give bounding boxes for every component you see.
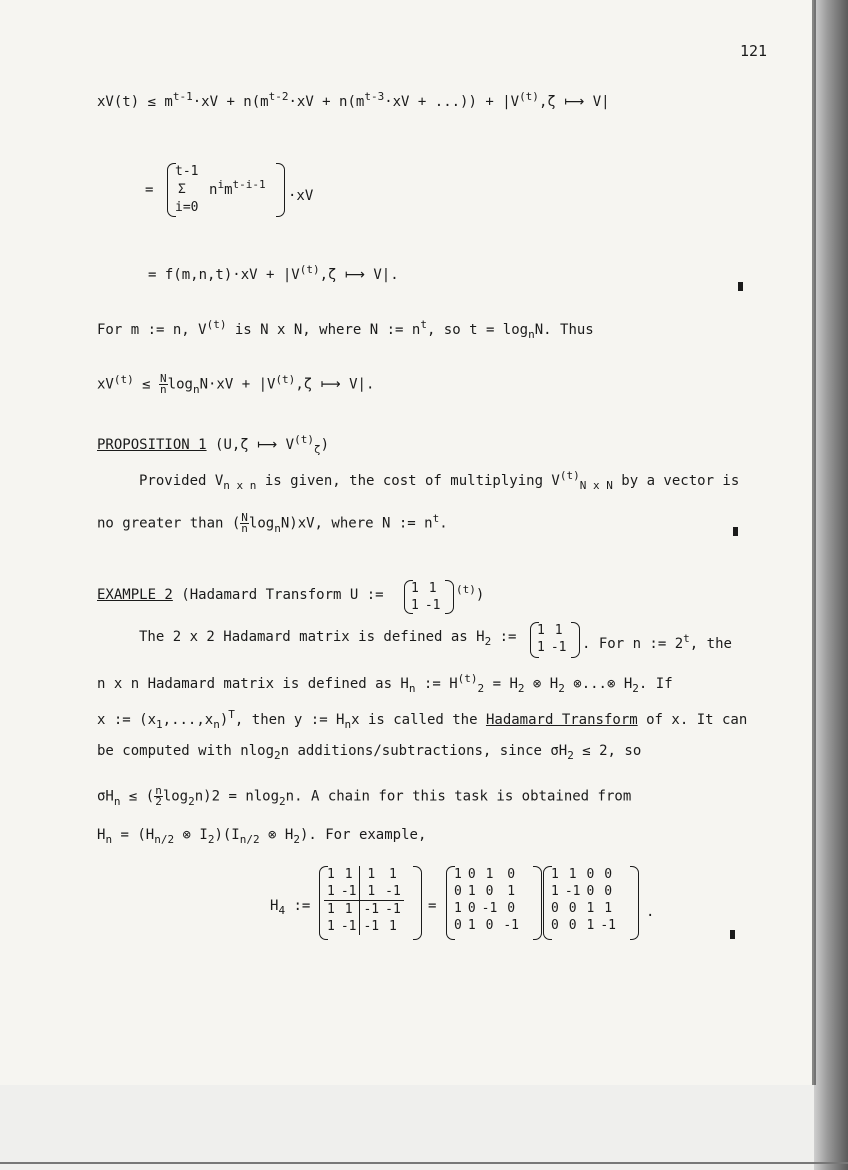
f2-cell: 1 <box>586 918 595 933</box>
ex-p4-a: be computed with nlog <box>97 743 275 759</box>
u-matrix <box>408 580 443 614</box>
h4-cell: 1 <box>367 867 376 882</box>
eq2-tail: ·xV <box>288 188 314 204</box>
example-heading <box>97 586 384 604</box>
f1-cell: 0 <box>467 867 476 882</box>
ex-p5-a: σH <box>97 788 114 805</box>
h4-cell: -1 <box>382 883 404 901</box>
f1-cell: 0 <box>454 884 462 899</box>
ex-p5-frac-num: n <box>155 784 162 797</box>
prop-l2-exp: t <box>432 511 440 525</box>
ex-p5-sub2: 2 <box>188 794 195 808</box>
proposition-line-2 <box>97 513 448 534</box>
ex-p4-sub: 2 <box>274 749 281 762</box>
prop-l1-exp: (t) <box>559 469 580 482</box>
u-cell: 1 <box>411 598 419 613</box>
f2-cell: 1 <box>551 884 559 899</box>
eq4-rest: N·xV + |V <box>199 376 276 393</box>
proposition-title: PROPOSITION 1 <box>97 437 207 453</box>
f1-cell: 1 <box>454 901 462 916</box>
for-m-exp-b: t <box>420 318 427 331</box>
ex-p3-f: of x. It can <box>637 712 748 728</box>
prop-l2-frac-num: N <box>241 511 248 524</box>
ex-p5-fraction <box>154 786 163 807</box>
eq4-fraction <box>159 374 168 395</box>
eq1-exp1: t-1 <box>172 90 193 103</box>
equation-1 <box>97 90 610 112</box>
f1-cell: 1 <box>507 884 516 899</box>
prop-l1-sub2: N x N <box>579 479 613 492</box>
f1-cell: 0 <box>507 901 516 916</box>
ex-p3-sub1: 1 <box>156 718 163 731</box>
eq1-part1: ·xV + n(m <box>192 94 269 110</box>
h2-matrix-right-paren <box>571 622 580 658</box>
factor2-right-paren <box>630 866 639 940</box>
ex-p6-e: ⊗ H <box>259 827 294 843</box>
f1-cell: 1 <box>454 867 462 882</box>
h4-cell: -1 <box>363 919 380 934</box>
eq2-sum-top: t-1 <box>175 164 199 179</box>
example-line-4 <box>97 742 641 761</box>
ex-p3-e: x is called the <box>351 712 486 728</box>
eq2-term-m: m <box>224 182 233 198</box>
eq3-text: = f(m,n,t)·xV + |V <box>148 267 300 283</box>
h4-cell: -1 <box>338 918 360 935</box>
f1-cell: 0 <box>454 918 462 933</box>
ex-p2-sub3: 2 <box>517 682 525 695</box>
eq1-exp4: (t) <box>519 90 539 103</box>
h4-cell: 1 <box>338 901 360 919</box>
f1-cell: 1 <box>485 867 494 882</box>
example-heading-tail <box>456 583 485 605</box>
eq1-lhs: xV(t) ≤ m <box>97 94 173 110</box>
f1-cell: 0 <box>507 867 516 882</box>
eq4-log-sub: n <box>192 382 200 396</box>
prop-l2-b: log <box>248 515 275 532</box>
ex-p5-d: n)2 = nlog <box>194 788 280 805</box>
eq4-lhs-exp: (t) <box>113 372 134 386</box>
f1-cell: 1 <box>467 884 476 899</box>
ex-p3-sub3: n <box>344 718 352 731</box>
ex-p5-sub3: 2 <box>279 794 286 808</box>
factor2-matrix <box>548 866 619 934</box>
f2-cell: 0 <box>604 884 613 899</box>
eq4-rest-exp: (t) <box>275 372 296 386</box>
ex-p3-c: ) <box>219 712 229 728</box>
u-cell: -1 <box>424 598 441 613</box>
prop-l2-a: no greater than ( <box>97 515 241 532</box>
proposition-heading-end: ) <box>320 437 330 453</box>
prop-l1-sub: n x n <box>223 479 257 492</box>
for-m-c: , so t = log <box>426 322 529 338</box>
example-heading-exp: (t) <box>456 583 476 596</box>
f2-cell: 1 <box>586 901 595 916</box>
ex-p3-exp: T <box>228 708 235 721</box>
ex-p2-b: := H <box>415 676 458 692</box>
ex-p2-sub2: 2 <box>477 682 485 695</box>
f2-cell: 0 <box>586 867 595 882</box>
prop-l2-d: . <box>439 515 448 532</box>
eq1-exp2: t-2 <box>268 90 289 103</box>
f1-cell: 0 <box>467 901 476 916</box>
page-edge-line <box>812 0 816 1085</box>
for-m-exp-a: (t) <box>206 318 227 331</box>
f1-cell: -1 <box>503 918 519 933</box>
example-line-1-tail <box>582 632 732 654</box>
h4-cell: 1 <box>338 866 360 883</box>
ex-p1-c: . For n := 2 <box>582 636 684 652</box>
h4-cell: 1 <box>389 867 397 882</box>
for-m-sub-c: n <box>528 328 535 341</box>
eq1-exp3: t-3 <box>364 90 385 103</box>
ex-p6-f: ). For example, <box>299 827 427 843</box>
ex-p6-sub: n <box>105 833 113 846</box>
f2-cell: 1 <box>568 867 577 882</box>
h4-cell: 1 <box>324 883 338 901</box>
h4-cell: 1 <box>327 867 335 882</box>
page-bottom-margin <box>0 1085 814 1170</box>
ex-p2-sub: n <box>408 682 416 695</box>
eq3-exp: (t) <box>299 263 320 276</box>
ex-p4-b: n additions/subtractions, since σH <box>280 743 568 759</box>
h2-cell: 1 <box>537 623 545 638</box>
h4-label <box>270 897 310 916</box>
u-matrix-right-paren <box>445 580 454 614</box>
ex-p4-c: ≤ 2, so <box>573 743 642 759</box>
page-edge-shadow <box>814 0 848 1170</box>
ex-p2-a: n x n Hadamard matrix is defined as H <box>97 676 409 692</box>
factor1-matrix <box>451 866 522 934</box>
example-line-3 <box>97 708 748 731</box>
f2-cell: 0 <box>568 901 577 916</box>
prop-l2-frac-den: n <box>241 522 248 535</box>
end-of-proof-mark <box>738 282 743 291</box>
eq2-equals: = <box>145 182 154 198</box>
eq4-log: log <box>167 376 193 393</box>
h4-end-dot: . <box>646 904 655 920</box>
example-title: EXAMPLE 2 <box>97 587 173 603</box>
ex-p5-b: ≤ ( <box>120 788 155 805</box>
ex-p6-sub5: 2 <box>293 833 300 846</box>
h4-cell: 1 <box>360 883 382 901</box>
eq1-part3: ·xV + ...)) + |V <box>384 94 520 110</box>
eq4-tail: ,ζ ⟼ V|. <box>295 376 375 393</box>
h4-cell: 1 <box>389 919 397 934</box>
ex-p2-sub5: 2 <box>632 682 639 695</box>
eq1-part2: ·xV + n(m <box>288 94 365 110</box>
prop-l1-a: Provided V <box>139 473 224 489</box>
prop-l2-c: N)xV, where N := n <box>280 515 433 532</box>
ex-p3-a: x := (x <box>97 712 157 728</box>
eq4-le: ≤ <box>133 376 160 393</box>
ex-p1-d: , the <box>689 636 732 652</box>
page-number: 121 <box>740 42 768 60</box>
ex-p3-d: , then y := H <box>234 712 345 728</box>
factor1-right-paren <box>533 866 542 940</box>
eq2-term-exp1: i <box>217 178 225 191</box>
ex-p6-sub4: n/2 <box>239 833 260 846</box>
example-line-5 <box>97 786 631 807</box>
eq4-frac-num: N <box>160 372 167 385</box>
page-bottom-line <box>0 1162 848 1164</box>
for-m-b: is N x N, where N := n <box>226 322 421 338</box>
eq2-term-exp2: t-i-1 <box>232 178 266 191</box>
prop-l1-b: is given, the cost of multiplying V <box>256 473 560 489</box>
eq4-lhs: xV <box>97 376 114 393</box>
f2-cell: -1 <box>564 884 581 899</box>
proposition-line-1 <box>139 469 740 492</box>
ex-p4-sub2: 2 <box>567 749 574 762</box>
ex-p1-sub: 2 <box>484 635 492 648</box>
h4-matrix <box>324 866 404 935</box>
f2-cell: -1 <box>600 918 616 933</box>
example-line-1 <box>139 628 517 647</box>
f2-cell: 0 <box>586 884 595 899</box>
ex-p5-e: n. A chain for this task is obtained from <box>285 788 632 805</box>
for-m-line <box>97 318 594 341</box>
h2-cell: -1 <box>550 640 567 655</box>
equation-3 <box>148 263 399 285</box>
h4-cell: -1 <box>363 902 380 917</box>
ex-p6-b: = (H <box>112 827 155 843</box>
ex-p1-a: The 2 x 2 Hadamard matrix is defined as H <box>139 629 485 645</box>
ex-p5-c: log <box>162 788 189 805</box>
h4-cell: -1 <box>338 883 360 901</box>
eq2-sum-symbol: Σ <box>178 182 186 197</box>
eq2-term <box>209 178 266 200</box>
eq3-rest: ,ζ ⟼ V|. <box>319 267 399 283</box>
ex-p6-d: )(I <box>214 827 240 843</box>
u-cell: 1 <box>428 581 437 596</box>
example-heading-end: ) <box>475 587 485 603</box>
h4-cell: 1 <box>327 902 335 917</box>
f1-cell: 0 <box>485 918 494 933</box>
ex-p1-exp: t <box>683 632 690 645</box>
end-of-example-mark <box>730 930 735 939</box>
eq2-sum-bottom: i=0 <box>175 200 199 215</box>
eq1-part4: ,ζ ⟼ V| <box>538 94 610 110</box>
ex-p2-c: = H <box>484 676 518 692</box>
ex-p1-b: := <box>491 629 517 645</box>
h4-sub: 4 <box>278 904 286 917</box>
proposition-heading <box>97 433 330 456</box>
for-m-a: For m := n, V <box>97 322 207 338</box>
ex-p5-frac-den: 2 <box>155 795 162 808</box>
ex-p2-sub4: 2 <box>558 682 565 695</box>
ex-p2-e: ⊗...⊗ H <box>564 676 633 692</box>
f2-cell: 1 <box>551 867 559 882</box>
h4-assign: := <box>285 898 311 914</box>
example-line-2 <box>97 672 673 695</box>
f1-cell: 1 <box>467 918 476 933</box>
eq2-term-n: n <box>209 182 218 198</box>
f2-cell: 0 <box>551 918 559 933</box>
h4-symbol: H <box>270 898 279 914</box>
u-cell: 1 <box>411 581 419 596</box>
prop-l2-sub: n <box>274 521 281 535</box>
h2-cell: 1 <box>537 640 545 655</box>
f1-cell: -1 <box>481 901 498 916</box>
ex-p6-c: ⊗ I <box>174 827 208 843</box>
ex-p5-sub: n <box>113 794 121 808</box>
ex-p6-sub3: 2 <box>207 833 215 846</box>
ex-p3-sub2: n <box>213 718 220 731</box>
f1-cell: 0 <box>485 884 494 899</box>
f2-cell: 0 <box>604 867 613 882</box>
ex-p3-b: ,...,x <box>162 712 214 728</box>
h4-cell: -1 <box>385 902 401 917</box>
ex-p2-f: . If <box>638 676 673 692</box>
end-of-proposition-mark <box>733 527 738 536</box>
eq2-right-paren <box>276 163 285 217</box>
example-heading-rest: (Hadamard Transform U := <box>181 587 384 603</box>
h4-cell: 1 <box>327 919 335 934</box>
prop-l1-c: by a vector is <box>612 473 740 489</box>
f2-cell: 0 <box>568 918 577 933</box>
example-line-6 <box>97 826 426 845</box>
ex-p2-exp: (t) <box>457 672 478 685</box>
f2-cell: 0 <box>551 901 559 916</box>
ex-p2-d: ⊗ H <box>524 676 559 692</box>
ex-p6-a: H <box>97 827 106 843</box>
h4-equals: = <box>428 898 437 914</box>
ex-p6-sub2: n/2 <box>154 833 175 846</box>
f2-cell: 1 <box>604 901 613 916</box>
proposition-heading-exp: (t) <box>294 433 314 446</box>
for-m-d: N. Thus <box>534 322 594 338</box>
equation-4 <box>97 374 374 395</box>
eq4-frac-den: n <box>160 383 167 396</box>
prop-l2-fraction <box>240 513 249 534</box>
h2-matrix <box>534 622 569 656</box>
h4-right-paren <box>413 866 422 940</box>
proposition-heading-sub: ζ <box>313 443 321 456</box>
proposition-heading-rest: (U,ζ ⟼ V <box>215 437 295 453</box>
hadamard-transform-term: Hadamard Transform <box>485 712 638 728</box>
h2-cell: 1 <box>554 623 563 638</box>
